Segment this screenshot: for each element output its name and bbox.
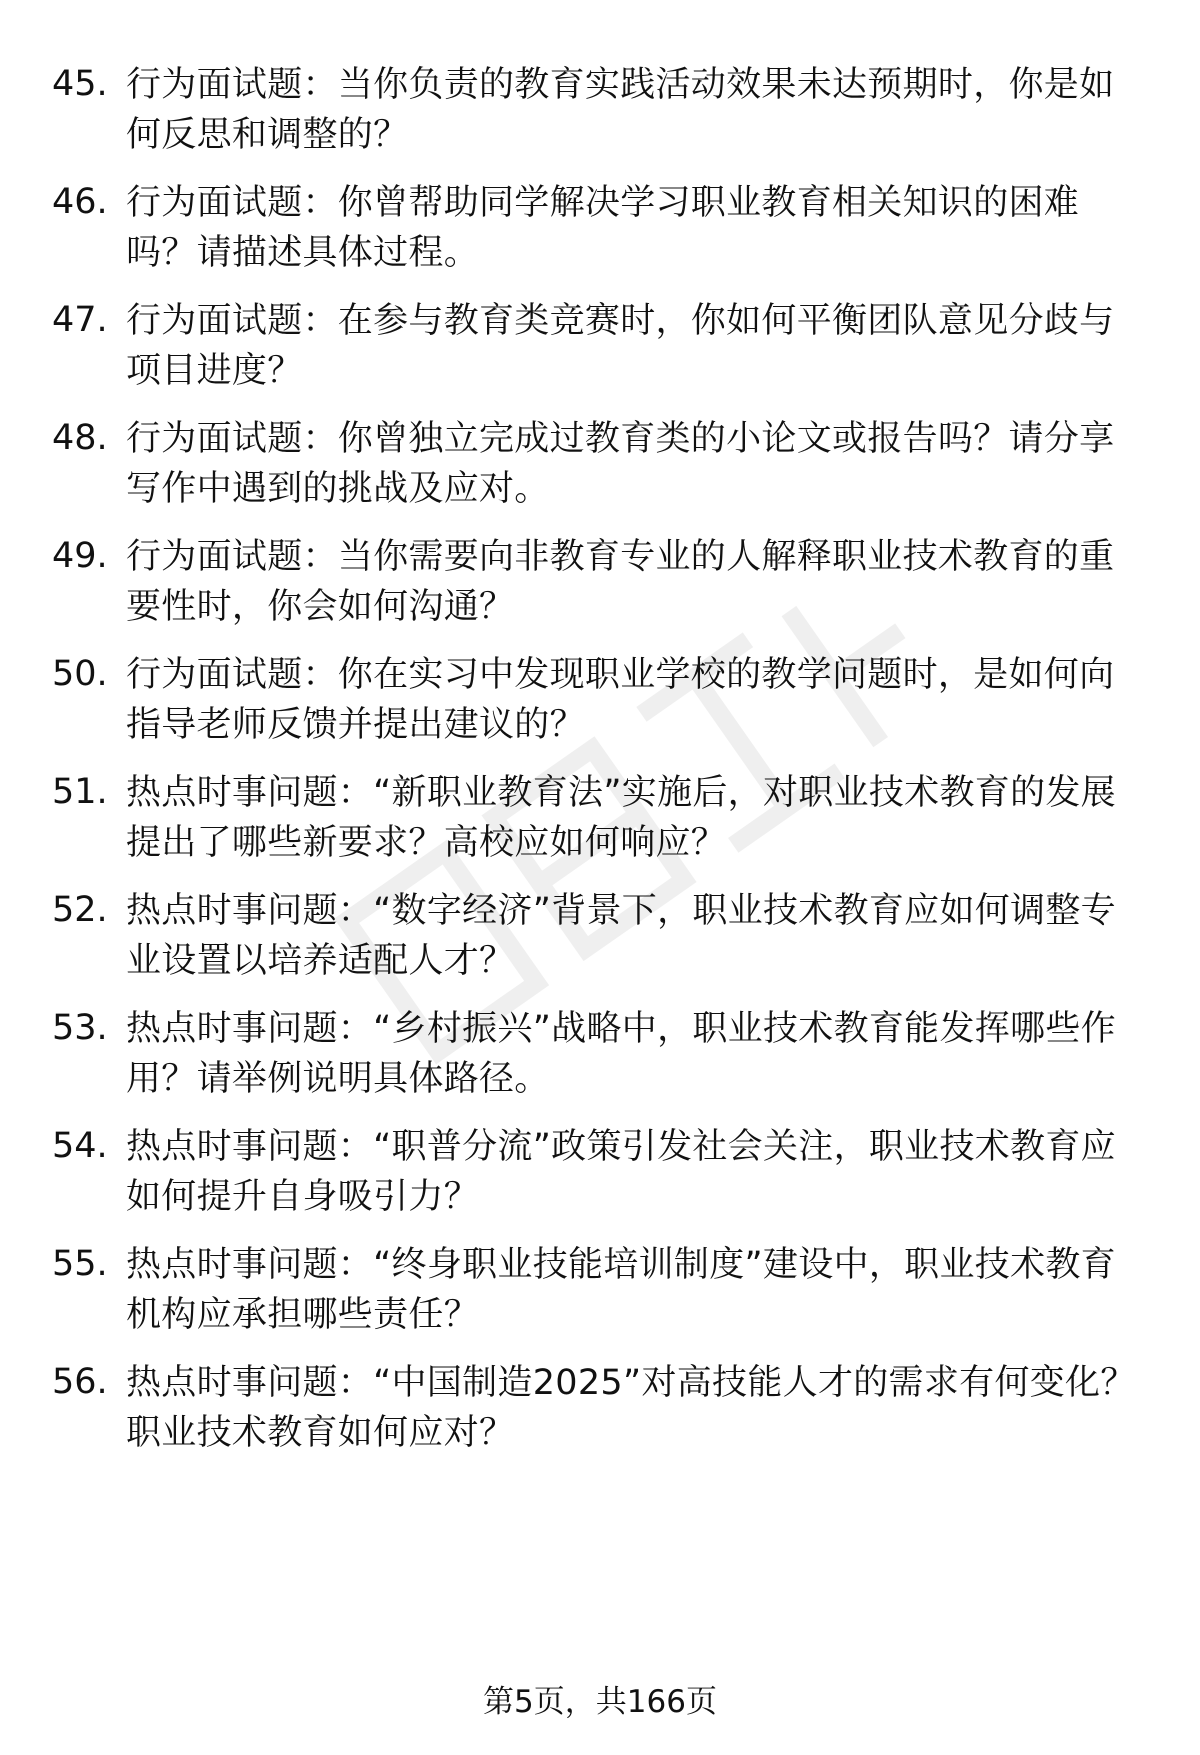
question-text: 行为面试题：你在实习中发现职业学校的教学问题时，是如何向指导老师反馈并提出建议的？ (126, 655, 1115, 745)
list-item (0, 1240, 1200, 1350)
question-number: 53. (52, 1008, 108, 1048)
question-number: 52. (52, 890, 108, 930)
list-item (0, 650, 1200, 760)
question-number: 45. (52, 64, 108, 104)
question-text: 热点时事问题：“终身职业技能培训制度”建设中，职业技术教育机构应承担哪些责任？ (126, 1245, 1116, 1335)
list-item (0, 296, 1200, 406)
list-item (0, 1004, 1200, 1114)
list-item (0, 414, 1200, 524)
question-text: 行为面试题：当你需要向非教育专业的人解释职业技术教育的重要性时，你会如何沟通？ (126, 537, 1115, 627)
question-text: 热点时事问题：“中国制造2025”对高技能人才的需求有何变化？职业技术教育如何应对？ (126, 1363, 1136, 1453)
question-number: 47. (52, 300, 108, 340)
question-number: 48. (52, 418, 108, 458)
list-item (0, 1358, 1200, 1468)
question-number: 54. (52, 1126, 108, 1166)
question-number: 51. (52, 772, 108, 812)
list-item (0, 178, 1200, 288)
question-number: 46. (52, 182, 108, 222)
list-item (0, 1122, 1200, 1232)
question-text: 热点时事问题：“新职业教育法”实施后，对职业技术教育的发展提出了哪些新要求？高校应如何响应？ (126, 773, 1116, 863)
question-number: 49. (52, 536, 108, 576)
question-text: 行为面试题：你曾独立完成过教育类的小论文或报告吗？请分享写作中遇到的挑战及应对。 (126, 419, 1115, 509)
page-footer: 第5页，共166页 (483, 1684, 717, 1720)
question-number: 55. (52, 1244, 108, 1284)
question-text: 行为面试题：你曾帮助同学解决学习职业教育相关知识的困难吗？请描述具体过程。 (126, 183, 1080, 273)
list-item (0, 60, 1200, 170)
list-item (0, 532, 1200, 642)
question-text: 行为面试题：在参与教育类竞赛时，你如何平衡团队意见分歧与项目进度？ (126, 301, 1115, 391)
question-text: 热点时事问题：“职普分流”政策引发社会关注，职业技术教育应如何提升自身吸引力？ (126, 1127, 1116, 1217)
list-item (0, 886, 1200, 996)
question-text: 热点时事问题：“乡村振兴”战略中，职业技术教育能发挥哪些作用？请举例说明具体路径。 (126, 1009, 1116, 1099)
question-text: 行为面试题：当你负责的教育实践活动效果未达预期时，你是如何反思和调整的？ (126, 65, 1115, 155)
question-number: 56. (52, 1362, 108, 1402)
question-text: 热点时事问题：“数字经济”背景下，职业技术教育应如何调整专业设置以培养适配人才？ (126, 891, 1116, 981)
list-item (0, 768, 1200, 878)
question-number: 50. (52, 654, 108, 694)
